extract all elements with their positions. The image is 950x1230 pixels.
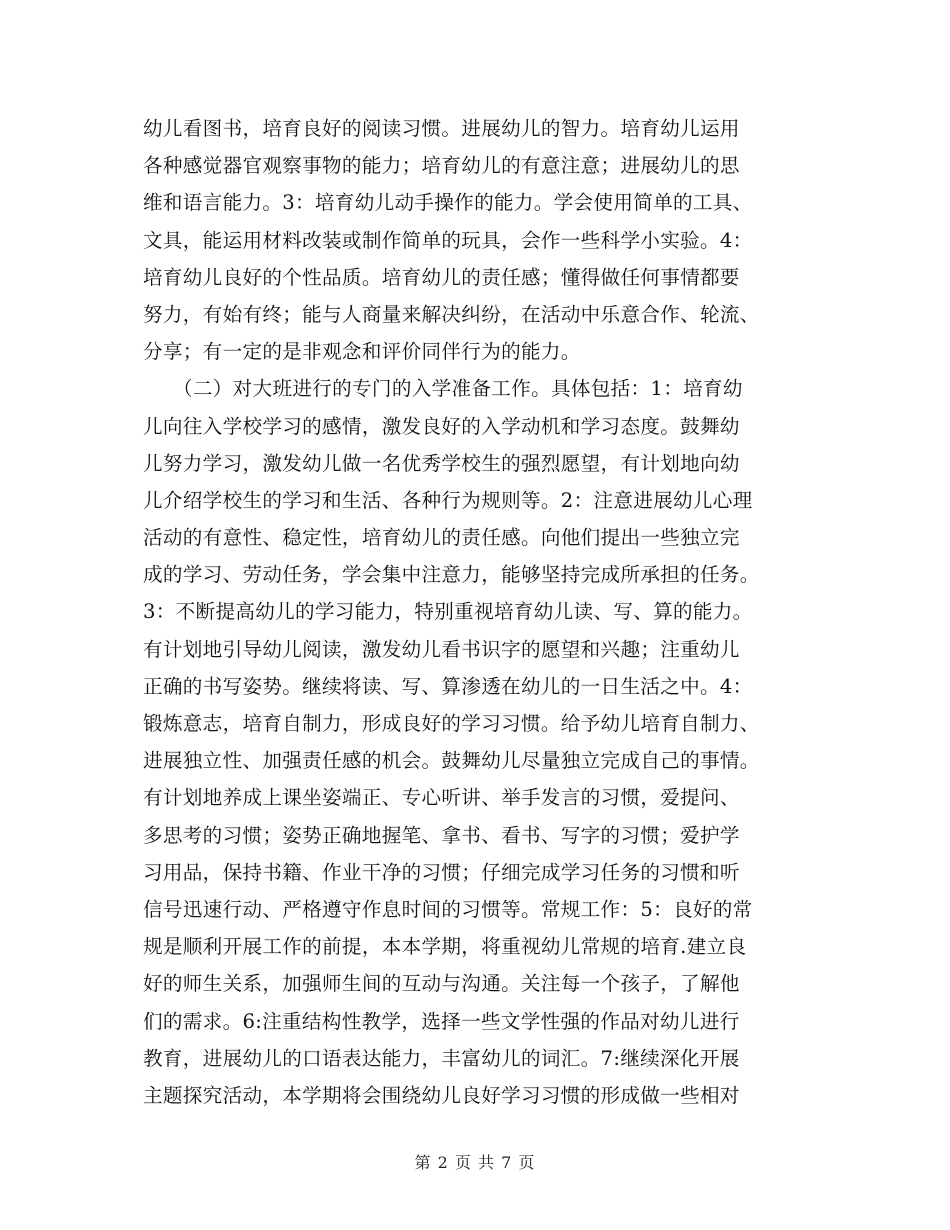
text-line: 有计划地养成上课坐姿端正、专心听讲、举手发言的习惯，爱提问、	[143, 786, 740, 810]
text-line: 维和语言能力。3：培育幼儿动手操作的能力。学会使用简单的工具、	[143, 191, 753, 215]
text-line: 儿向往入学校学习的感情，激发良好的入学动机和学习态度。鼓舞幼	[143, 414, 740, 438]
text-line: 各种感觉器官观察事物的能力；培育幼儿的有意注意；进展幼儿的思	[143, 154, 740, 178]
text-line: 多思考的习惯；姿势正确地握笔、拿书、看书、写字的习惯；爱护学	[143, 823, 740, 847]
body-text	[143, 110, 808, 1114]
text-line: 成的学习、劳动任务，学会集中注意力，能够坚持完成所承担的任务。	[143, 563, 760, 587]
text-line: 们的需求。6:注重结构性教学，选择一些文学性强的作品对幼儿进行	[143, 1009, 740, 1033]
text-line: （二）对大班进行的专门的入学准备工作。具体包括：1：培育幼	[143, 377, 743, 401]
page-number-footer: 第 2 页 共 7 页	[414, 1153, 536, 1172]
text-line: 锻炼意志，培育自制力，形成良好的学习习惯。给予幼儿培育自制力、	[143, 712, 760, 735]
text-line: 教育，进展幼儿的口语表达能力，丰富幼儿的词汇。7:继续深化开展	[143, 1046, 740, 1070]
text-line: 进展独立性、加强责任感的机会。鼓舞幼儿尽量独立完成自己的事情。	[143, 749, 760, 773]
text-line: 好的师生关系，加强师生间的互动与沟通。关注每一个孩子，了解他	[143, 972, 740, 996]
text-line: 儿介绍学校生的学习和生活、各种行为规则等。2：注意进展幼儿心理	[143, 488, 753, 512]
text-line: 有计划地引导幼儿阅读，激发幼儿看书识字的愿望和兴趣；注重幼儿	[143, 637, 740, 661]
text-line: 习用品，保持书籍、作业干净的习惯；仔细完成学习任务的习惯和听	[143, 860, 740, 884]
text-line: 幼儿看图书，培育良好的阅读习惯。进展幼儿的智力。培育幼儿运用	[143, 117, 740, 140]
text-line: 规是顺利开展工作的前提，本本学期，将重视幼儿常规的培育.建立良	[143, 935, 747, 959]
text-line: 主题探究活动，本学期将会围绕幼儿良好学习习惯的形成做一些相对	[143, 1083, 740, 1107]
text-line: 努力，有始有终；能与人商量来解决纠纷，在活动中乐意合作、轮流、	[143, 302, 760, 326]
text-line: 文具，能运用材料改装或制作简单的玩具，会作一些科学小实验。4：	[143, 228, 753, 252]
text-line: 儿努力学习，激发幼儿做一名优秀学校生的强烈愿望，有计划地向幼	[143, 451, 740, 475]
text-line: 培育幼儿良好的个性品质。培育幼儿的责任感；懂得做任何事情都要	[143, 265, 740, 289]
text-line: 3：不断提高幼儿的学习能力，特别重视培育幼儿读、写、算的能力。	[143, 600, 753, 624]
text-line: 分享；有一定的是非观念和评价同伴行为的能力。	[143, 340, 581, 364]
text-line: 信号迅速行动、严格遵守作息时间的习惯等。常规工作：5：良好的常	[143, 897, 753, 921]
text-line: 正确的书写姿势。继续将读、写、算渗透在幼儿的一日生活之中。4：	[143, 674, 753, 698]
text-line: 活动的有意性、稳定性，培育幼儿的责任感。向他们提出一些独立完	[143, 526, 740, 550]
